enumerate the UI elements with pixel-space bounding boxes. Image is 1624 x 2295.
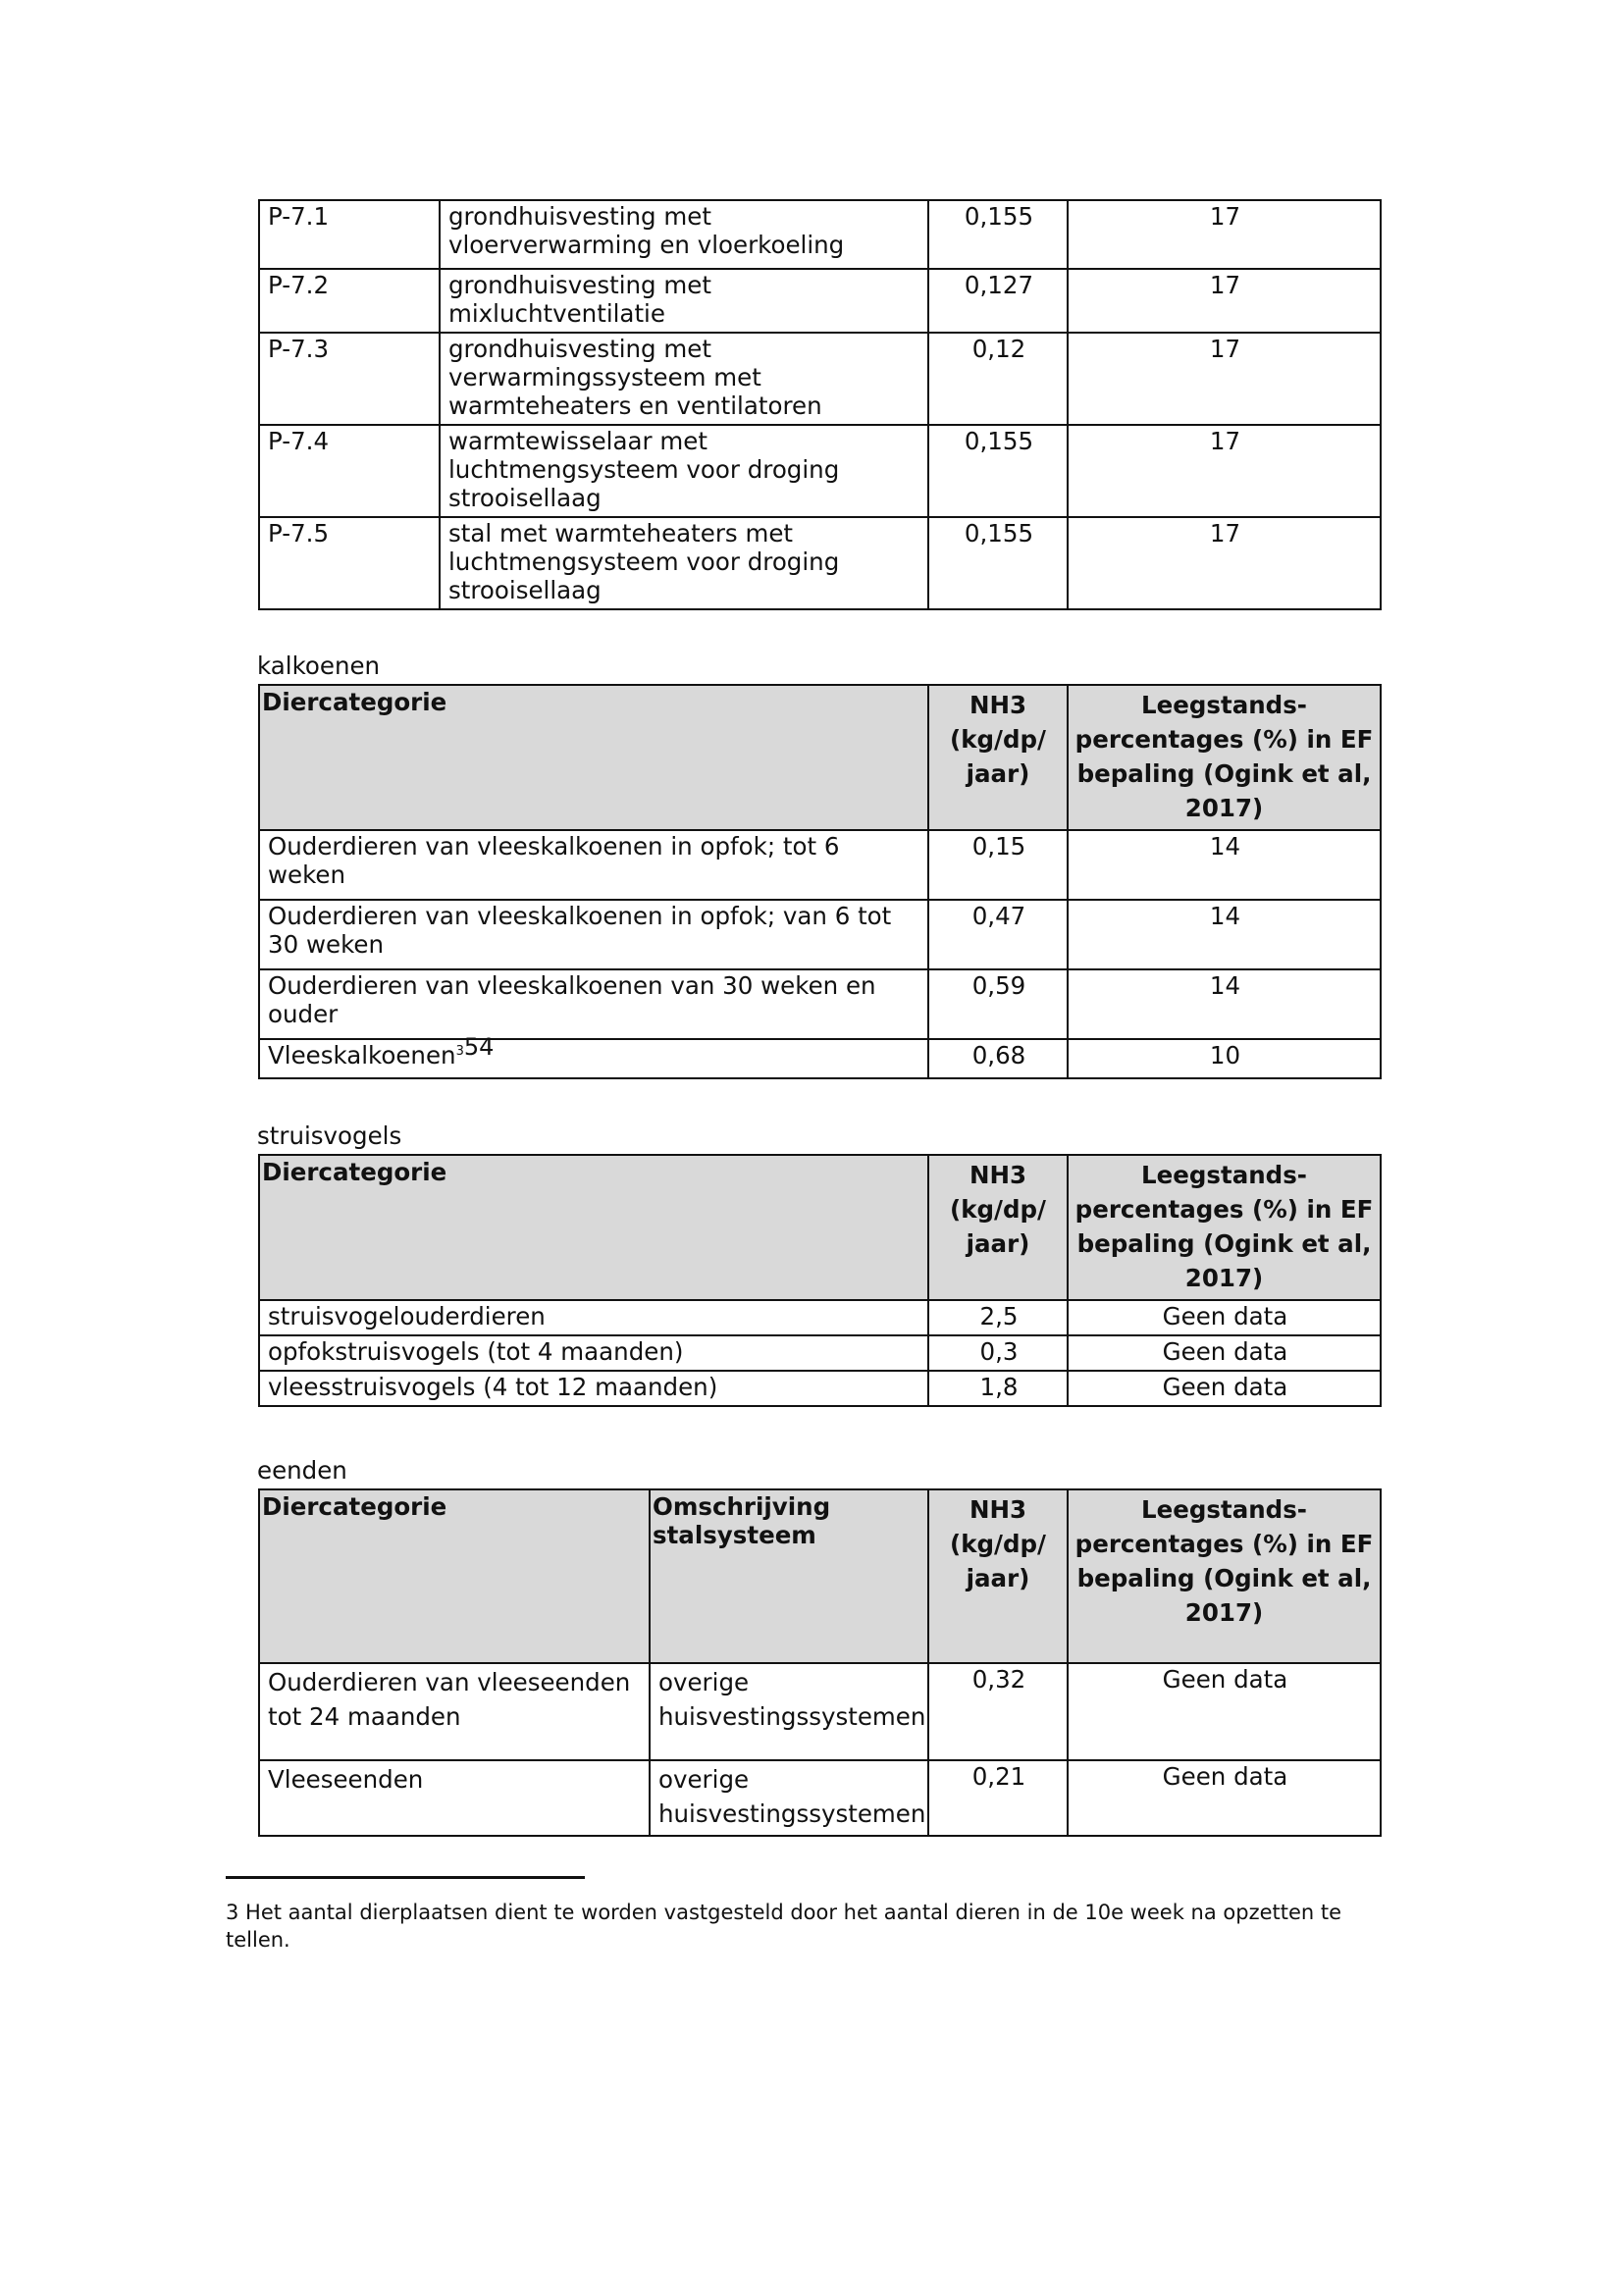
- category-cell: struisvogelouderdieren: [259, 1300, 928, 1335]
- description-cell: grondhuisvesting met verwarmingssysteem met warmteheaters en ventilatoren: [440, 333, 928, 425]
- table-row: [259, 969, 1381, 1039]
- leegstand-cell: Geen data: [1068, 1300, 1381, 1335]
- code-cell: P-7.5: [259, 517, 440, 609]
- nh3-cell: 0,155: [928, 517, 1068, 609]
- category-text: Vleeskalkoenen: [268, 1041, 456, 1069]
- stalsysteem-cell: overige huisvestingssystemen: [650, 1663, 928, 1760]
- category-cell: Ouderdieren van vleeskalkoenen van 30 weken en ouder: [259, 969, 928, 1039]
- nh3-cell: 0,68: [928, 1039, 1068, 1078]
- header-diercategorie: Diercategorie: [259, 685, 928, 830]
- table-row: [259, 1300, 1381, 1335]
- description-cell: grondhuisvesting met mixluchtventilatie: [440, 269, 928, 333]
- leegstand-cell: Geen data: [1068, 1371, 1381, 1406]
- header-leegstand: Leegstands-percentages (%) in EF bepaling (Ogink et al, 2017): [1068, 1489, 1381, 1663]
- category-cell: Ouderdieren van vleeskalkoenen in opfok; tot 6 weken: [259, 830, 928, 900]
- eenden-table: [258, 1488, 1382, 1837]
- leegstand-cell: 14: [1068, 900, 1381, 969]
- category-cell: [259, 1033, 928, 1078]
- table-row: [259, 830, 1381, 900]
- nh3-cell: 0,15: [928, 830, 1068, 900]
- header-omschrijving: Omschrijving stalsysteem: [650, 1489, 928, 1663]
- header-leegstand: Leegstands-percentages (%) in EF bepaling (Ogink et al, 2017): [1068, 1155, 1381, 1300]
- description-cell: warmtewisselaar met luchtmengsysteem voor droging strooisellaag: [440, 425, 928, 517]
- section-title-struisvogels: struisvogels: [257, 1121, 402, 1150]
- nh3-cell: 0,3: [928, 1335, 1068, 1371]
- leegstand-cell: 14: [1068, 969, 1381, 1039]
- nh3-cell: 0,32: [928, 1663, 1068, 1760]
- table-row: [259, 900, 1381, 969]
- header-nh3: NH3 (kg/dp/ jaar): [928, 1489, 1068, 1663]
- nh3-cell: 0,47: [928, 900, 1068, 969]
- nh3-cell: 0,59: [928, 969, 1068, 1039]
- header-diercategorie: Diercategorie: [259, 1155, 928, 1300]
- table-row: [259, 1371, 1381, 1406]
- header-diercategorie: Diercategorie: [259, 1489, 650, 1663]
- leegstand-cell: 17: [1068, 269, 1381, 333]
- leegstand-cell: 17: [1068, 517, 1381, 609]
- code-cell: P-7.3: [259, 333, 440, 425]
- leegstand-cell: Geen data: [1068, 1760, 1381, 1836]
- section-title-eenden: eenden: [257, 1456, 347, 1485]
- kalkoenen-table: [258, 684, 1382, 1079]
- stalsysteem-cell: overige huisvestingssystemen: [650, 1760, 928, 1836]
- nh3-cell: 1,8: [928, 1371, 1068, 1406]
- leegstand-cell: 17: [1068, 425, 1381, 517]
- struisvogels-table: [258, 1154, 1382, 1407]
- footnote-text: 3 Het aantal dierplaatsen dient te worden vastgesteld door het aantal dieren in de 10e week na opzetten te tellen.: [226, 1901, 1342, 1952]
- table-row: [259, 1335, 1381, 1371]
- leegstand-cell: Geen data: [1068, 1663, 1381, 1760]
- leegstand-cell: 14: [1068, 830, 1381, 900]
- description-cell: grondhuisvesting met vloerverwarming en vloerkoeling: [440, 200, 928, 269]
- nh3-cell: 0,155: [928, 425, 1068, 517]
- table-row: [259, 517, 1381, 609]
- leegstand-cell: 17: [1068, 200, 1381, 269]
- table-row: [259, 269, 1381, 333]
- leegstand-cell: 17: [1068, 333, 1381, 425]
- header-nh3: NH3 (kg/dp/ jaar): [928, 1155, 1068, 1300]
- nh3-cell: 0,12: [928, 333, 1068, 425]
- table-row: [259, 200, 1381, 269]
- code-cell: P-7.4: [259, 425, 440, 517]
- table-header-row: [259, 685, 1381, 830]
- section-title-kalkoenen: kalkoenen: [257, 652, 381, 680]
- table-header-row: [259, 1155, 1381, 1300]
- leegstand-cell: Geen data: [1068, 1335, 1381, 1371]
- nh3-cell: 2,5: [928, 1300, 1068, 1335]
- category-cell: Ouderdieren van vleeseenden tot 24 maanden: [259, 1663, 650, 1760]
- header-leegstand: Leegstands-percentages (%) in EF bepaling (Ogink et al, 2017): [1068, 685, 1381, 830]
- table-row: [259, 1760, 1381, 1836]
- category-cell: vleesstruisvogels (4 tot 12 maanden): [259, 1371, 928, 1406]
- header-nh3: NH3 (kg/dp/ jaar): [928, 685, 1068, 830]
- p7-housing-table: [258, 199, 1382, 610]
- category-cell: Ouderdieren van vleeskalkoenen in opfok; van 6 tot 30 weken: [259, 900, 928, 969]
- table-row: [259, 333, 1381, 425]
- nh3-cell: 0,127: [928, 269, 1068, 333]
- category-cell: Vleeseenden: [259, 1760, 650, 1836]
- code-cell: P-7.1: [259, 200, 440, 269]
- footnote-ref[interactable]: 3: [455, 1043, 464, 1059]
- description-cell: stal met warmteheaters met luchtmengsysteem voor droging strooisellaag: [440, 517, 928, 609]
- table-row: [259, 1039, 1381, 1078]
- nh3-cell: 0,155: [928, 200, 1068, 269]
- footnote-ref-extra: 54: [463, 1033, 495, 1061]
- code-cell: P-7.2: [259, 269, 440, 333]
- leegstand-cell: 10: [1068, 1039, 1381, 1078]
- table-row: [259, 425, 1381, 517]
- category-cell: opfokstruisvogels (tot 4 maanden): [259, 1335, 928, 1371]
- footnote-separator: [226, 1876, 585, 1879]
- table-header-row: [259, 1489, 1381, 1663]
- table-row: [259, 1663, 1381, 1760]
- nh3-cell: 0,21: [928, 1760, 1068, 1836]
